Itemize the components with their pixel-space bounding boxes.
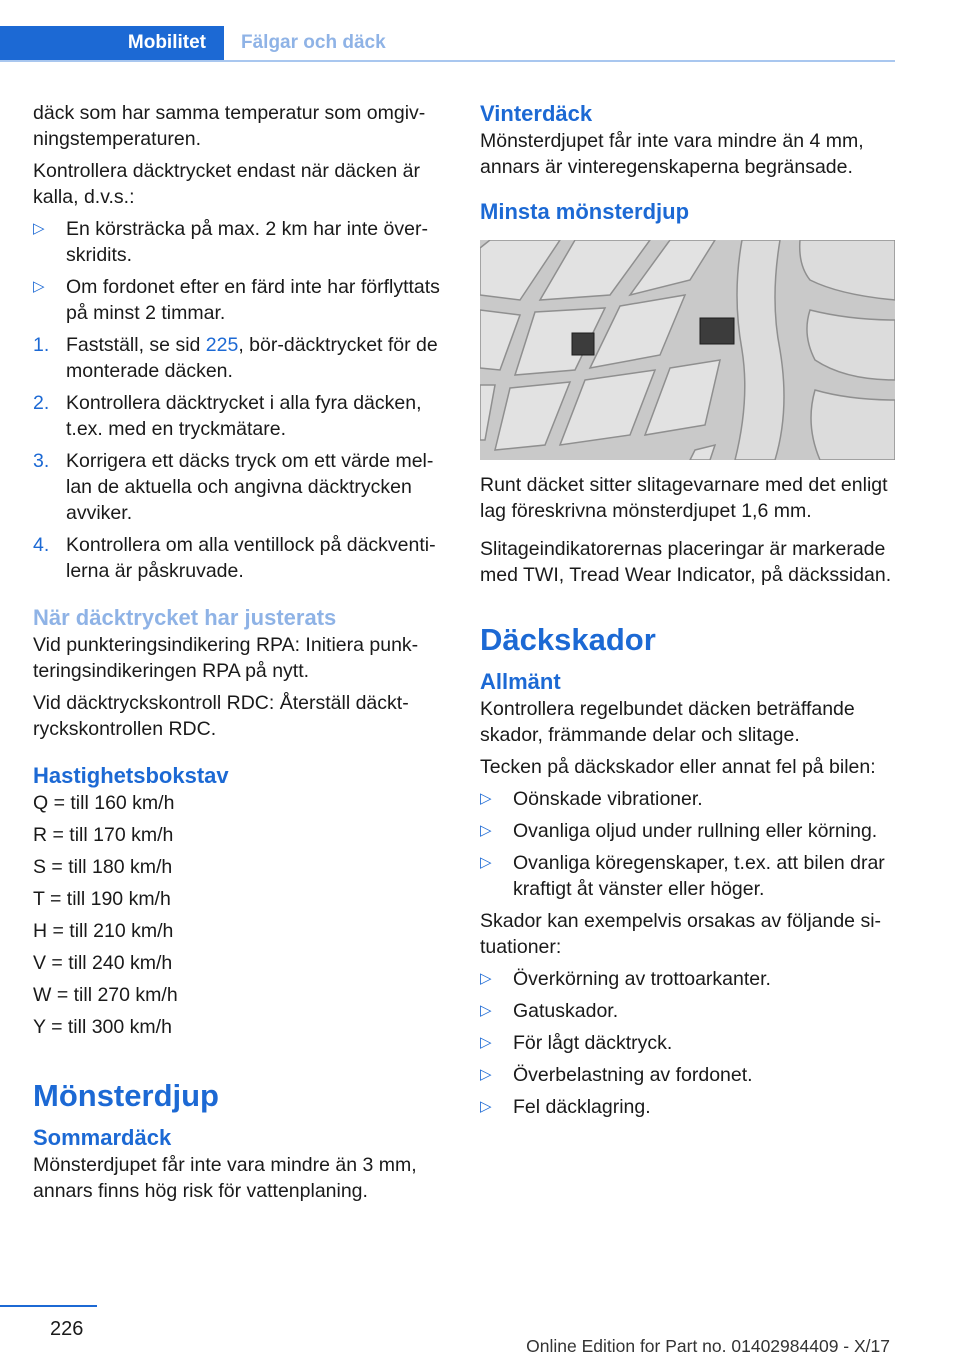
adjusted-paragraph-2: Vid däcktryckskontroll RDC: Återställ däcktryckskontrollen RDC. bbox=[33, 692, 409, 740]
list-item: ▷ Överkörning av trottoarkanter. bbox=[480, 968, 771, 990]
triangle-bullet-icon: ▷ bbox=[480, 970, 492, 987]
list-item: ▷ Överbelastning av fordonet. bbox=[480, 1064, 753, 1086]
list-item: ▷ Fel däcklagring. bbox=[480, 1096, 651, 1118]
min-depth-heading: Minsta mönsterdjup bbox=[480, 199, 690, 224]
causes-intro: Skador kan exempelvis orsakas av följande situationer: bbox=[480, 910, 882, 958]
speed-line: Q = till 160 km/h bbox=[33, 792, 175, 814]
footer-rule bbox=[0, 1305, 97, 1307]
speed-line: H = till 210 km/h bbox=[33, 920, 174, 942]
list-item: ▷ En körsträcka på max. 2 km har inte överskridits. bbox=[33, 218, 428, 266]
summer-paragraph: Mönsterdjupet får inte vara mindre än 3 mm, annars finns hög risk för vattenplaning. bbox=[33, 1154, 417, 1202]
wear-indicator-marker bbox=[700, 318, 734, 344]
edition-note: Online Edition for Part no. 01402984409 - X/17 bbox=[526, 1336, 890, 1356]
step-item: 3. Korrigera ett däcks tryck om ett värde mellan de aktuella och angivna däcktrycken avviker. bbox=[33, 450, 434, 524]
general-heading: Allmänt bbox=[480, 669, 561, 694]
cold-condition-list bbox=[33, 216, 443, 326]
page-number: 226 bbox=[50, 1318, 84, 1340]
triangle-bullet-icon: ▷ bbox=[480, 822, 492, 839]
summer-heading: Sommardäck bbox=[33, 1125, 172, 1150]
intro-paragraph-2: Kontrollera däcktrycket endast när däcken är kalla, d.v.s.: bbox=[33, 160, 420, 208]
list-item: ▷ Ovanliga oljud under rullning eller körning. bbox=[480, 820, 878, 842]
step-item: 4. Kontrollera om alla ventillock på däckventilerna är påskruvade. bbox=[33, 534, 436, 582]
right-column bbox=[480, 100, 895, 1126]
list-item: ▷ Om fordonet efter en färd inte har förflyttats på minst 2 timmar. bbox=[33, 276, 440, 324]
speed-line: Y = till 300 km/h bbox=[33, 1016, 172, 1038]
triangle-bullet-icon: ▷ bbox=[480, 854, 492, 871]
triangle-bullet-icon: ▷ bbox=[480, 1034, 492, 1051]
tyre-tread-image bbox=[480, 240, 895, 460]
page-header bbox=[0, 26, 895, 62]
list-item: ▷ Gatuskador. bbox=[480, 1000, 619, 1022]
speed-line: V = till 240 km/h bbox=[33, 952, 173, 974]
triangle-bullet-icon: ▷ bbox=[33, 220, 45, 237]
subsection-tab[interactable]: Fälgar och däck bbox=[241, 32, 386, 53]
triangle-bullet-icon: ▷ bbox=[33, 278, 45, 295]
step-list bbox=[33, 332, 443, 584]
triangle-bullet-icon: ▷ bbox=[480, 1066, 492, 1083]
tread-depth-heading: Mönsterdjup bbox=[33, 1078, 219, 1113]
wear-paragraph-1: Runt däcket sitter slitagevarnare med det enligt lag föreskrivna mönsterdjupet 1,6 mm. bbox=[480, 474, 888, 522]
causes-list bbox=[480, 966, 895, 1120]
signs-list bbox=[480, 786, 895, 902]
list-item: ▷ För lågt däcktryck. bbox=[480, 1032, 673, 1054]
triangle-bullet-icon: ▷ bbox=[480, 790, 492, 807]
triangle-bullet-icon: ▷ bbox=[480, 1098, 492, 1115]
tyre-damage-heading: Däckskador bbox=[480, 622, 656, 657]
adjusted-paragraph-1: Vid punkteringsindikering RPA: Initiera punkteringsindikeringen RPA på nytt. bbox=[33, 634, 419, 682]
step-item: 2. Kontrollera däcktrycket i alla fyra däcken, t.ex. med en tryckmätare. bbox=[33, 392, 422, 440]
speed-line: S = till 180 km/h bbox=[33, 856, 173, 878]
triangle-bullet-icon: ▷ bbox=[480, 1002, 492, 1019]
page-link[interactable]: 225 bbox=[205, 334, 239, 356]
list-item: ▷ Ovanliga köregenskaper, t.ex. att bilen drar kraftigt åt vänster eller höger. bbox=[480, 852, 885, 900]
speed-heading: Hastighetsbokstav bbox=[33, 763, 229, 788]
winter-heading: Vinterdäck bbox=[480, 101, 593, 126]
speed-line: T = till 190 km/h bbox=[33, 888, 171, 910]
winter-paragraph: Mönsterdjupet får inte vara mindre än 4 mm, annars är vinteregenskaperna begränsade. bbox=[480, 130, 864, 178]
speed-line: R = till 170 km/h bbox=[33, 824, 174, 846]
wear-paragraph-2: Slitageindikatorernas placeringar är markerade med TWI, Tread Wear Indicator, på däckssidan. bbox=[480, 538, 892, 586]
speed-line: W = till 270 km/h bbox=[33, 984, 178, 1006]
section-tab[interactable]: Mobilitet bbox=[0, 26, 224, 60]
signs-intro: Tecken på däckskador eller annat fel på bilen: bbox=[480, 756, 876, 778]
wear-indicator-marker bbox=[572, 333, 594, 355]
step-item: 1. Fastställ, se sid 225, bör-däcktrycket för de monterade däcken. bbox=[33, 334, 438, 382]
general-paragraph: Kontrollera regelbundet däcken beträffande skador, främmande delar och slitage. bbox=[480, 698, 855, 746]
left-column bbox=[33, 100, 443, 1210]
intro-paragraph-1: däck som har samma temperatur som omgivningstemperaturen. bbox=[33, 102, 426, 150]
adjusted-heading: När däcktrycket har justerats bbox=[33, 605, 337, 630]
list-item: ▷ Oönskade vibrationer. bbox=[480, 788, 703, 810]
header-rule bbox=[0, 60, 895, 62]
